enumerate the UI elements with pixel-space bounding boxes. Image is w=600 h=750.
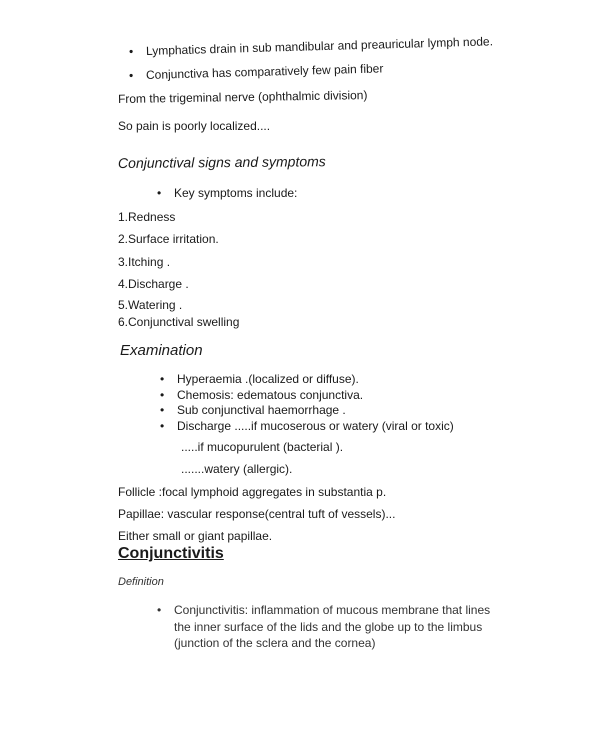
exam-bullet: • Chemosis: edematous conjunctiva. [177,389,363,401]
intro-bullet-2: • Conjunctiva has comparatively few pain fiber [146,62,384,81]
intro-bullet-1: • Lymphatics drain in sub mandibular and preauricular lymph node. [146,35,493,57]
exam-note: Either small or giant papillae. [118,529,273,543]
symptom-item: 2.Surface irritation. [118,232,219,246]
definition-label: Definition [118,576,164,588]
exam-bullet: • Sub conjunctival haemorrhage . [177,404,346,416]
exam-sub-line: .......watery (allergic). [181,462,293,476]
definition-line: the inner surface of the lids and the globe up to the limbus [174,620,483,634]
exam-bullet: • Discharge .....if mucoserous or watery (viral or toxic) [177,420,454,432]
symptom-item: 3.Itching . [118,255,171,269]
definition-line: • Conjunctivitis: inflammation of mucous membrane that lines [174,604,490,616]
exam-note: Follicle :focal lymphoid aggregates in substantia p. [118,485,387,499]
key-symptoms-bullet: • Key symptoms include: [174,187,297,199]
intro-line-1: From the trigeminal nerve (ophthalmic division) [117,88,368,106]
symptom-item: 5.Watering . [118,298,183,312]
exam-bullet: • Hyperaemia .(localized or diffuse). [177,373,359,385]
exam-note: Papillae: vascular response(central tuft of vessels)... [118,507,396,521]
intro-line-2: So pain is poorly localized.... [118,119,271,133]
exam-sub-line: .....if mucopurulent (bacterial ). [181,440,344,454]
examination-heading: Examination [120,342,203,359]
definition-line: (junction of the sclera and the cornea) [174,636,376,650]
signs-heading: Conjunctival signs and symptoms [117,153,326,171]
symptom-item: 4.Discharge . [118,277,189,291]
conjunctivitis-title: Conjunctivitis [118,545,224,562]
symptom-item: 6.Conjunctival swelling [118,315,240,329]
symptom-item: 1.Redness [118,210,176,224]
